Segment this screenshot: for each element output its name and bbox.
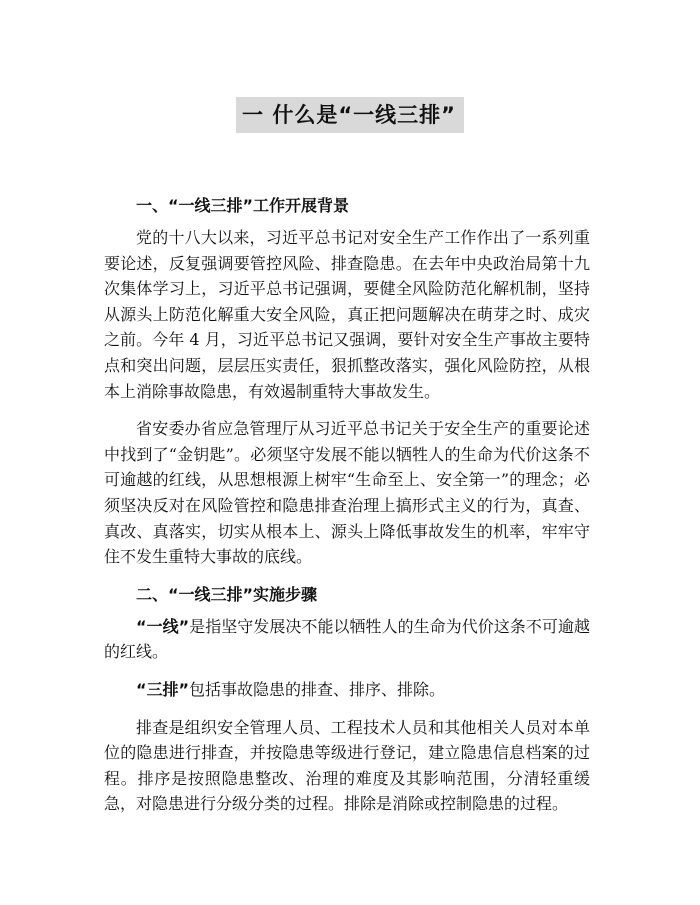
title-block — [0, 97, 700, 133]
yixian-text: 是指坚守发展决不能以牺牲人的生命为代价这条不可逾越的红线。 — [104, 616, 590, 662]
sanpai-text: 包括事故隐患的排查、排序、排除。 — [189, 679, 446, 699]
page-title: 一 什么是“一线三排” — [236, 97, 464, 133]
section-heading-background: 一、“一线三排”工作开展背景 — [136, 196, 350, 215]
section-heading-steps: 二、“一线三排”实施步骤 — [136, 584, 318, 604]
paragraph-background-2: 省安委办省应急管理厅从习近平总书记关于安全生产的重要论述中找到了“金钥匙”。必须坚守发展不能以牺牲人的生命为代价这条不可逾越的红线，从思想根源上树牢“生命至上、安全第一”的理念；必须坚决反对在风险管控和隐患排查治理上搞形式主义的行为，真查、真改、真落实，切实从根本上、源头上降低事故发生的机率，牢牢守住不发生重特大事故的底线。 — [104, 419, 590, 567]
paragraph-sanpai-definition — [104, 677, 590, 703]
term-sanpai: “三排” — [136, 679, 190, 699]
document-body — [104, 193, 590, 829]
paragraph-steps-detail: 排查是组织安全管理人员、工程技术人员和其他相关人员对本单位的隐患进行排查，并按隐患等级进行登记，建立隐患信息档案的过程。排序是按照隐患整改、治理的难度及其影响范围，分清轻重缓急，对隐患进行分级分类的过程。排除是消除或控制隐患的过程。 — [104, 717, 590, 814]
paragraph-yixian-definition — [104, 614, 590, 665]
term-yixian: “一线” — [136, 616, 190, 636]
paragraph-background-1: 党的十八大以来，习近平总书记对安全生产工作作出了一系列重要论述，反复强调要管控风险、排查隐患。在去年中央政治局第十九次集体学习上，习近平总书记强调，要健全风险防范化解机制，坚持从源头上防范化解重大安全风险，真正把问题解决在萌芽之时、成灾之前。今年 4 月，习近平总书记又强调，要针对安全生产事故主要特点和突出问题，层层压实责任，狠抓整改落实，强化风险防控，从根本上消除事故隐患，有效遏制重特大事故发生。 — [104, 228, 590, 401]
